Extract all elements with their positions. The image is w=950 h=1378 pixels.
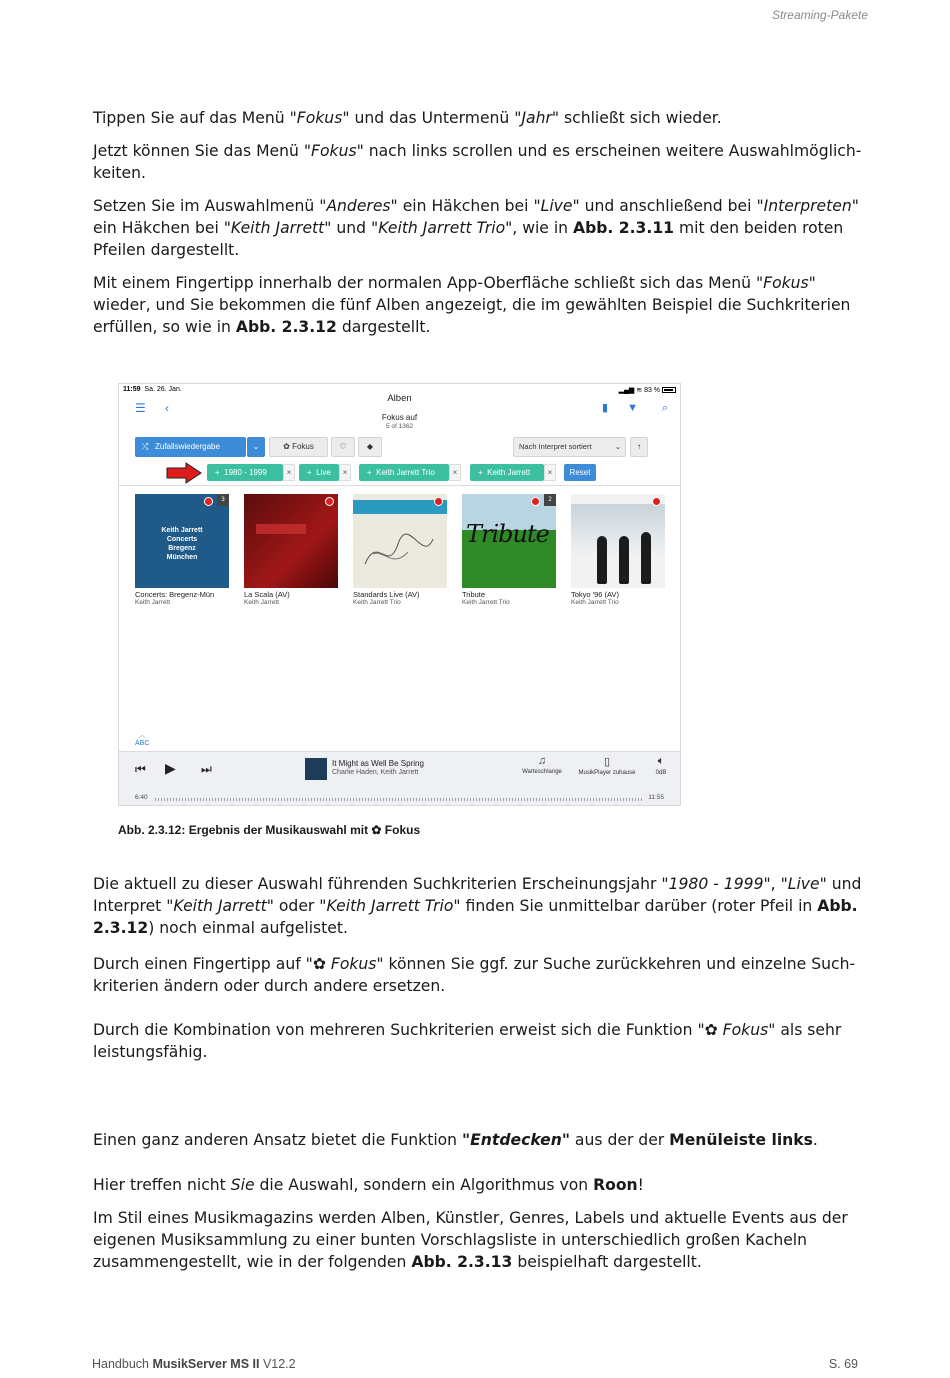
album-tile[interactable]: [244, 494, 338, 606]
now-playing-title: It Might as Well Be Spring: [332, 759, 424, 768]
sort-direction-button[interactable]: [630, 437, 648, 457]
paragraph-6: Durch einen Fingertipp auf "✿ Fokus" können Sie ggf. zur Suche zurückkehren und einzelne Such-kriterien ändern oder durch andere ersetzen.: [93, 955, 856, 995]
record-dot-icon: [652, 497, 661, 506]
cover-figure: [597, 536, 607, 584]
volume-button[interactable]: 🔈︎ 0dB: [655, 755, 667, 776]
paragraph-2: Jetzt können Sie das Menü "Fokus" nach links scrollen und es erscheinen weitere Auswahlmöglich-keiten.: [93, 142, 862, 182]
record-dot-icon: [434, 497, 443, 506]
sort-select[interactable]: Nach Interpret sortiert ⌄: [513, 437, 626, 457]
album-cover: [462, 494, 556, 588]
album-title: Tokyo '96 (AV): [571, 590, 619, 599]
waveform-seekbar[interactable]: [155, 798, 644, 801]
divider: [119, 485, 680, 486]
speaker-icon: ▯: [603, 756, 611, 768]
zone-button[interactable]: ▯ MusikPlayer zuhause: [578, 756, 636, 776]
close-icon: ×: [342, 468, 348, 477]
album-cover: [571, 494, 665, 588]
heart-icon: ♡: [339, 442, 347, 451]
paragraph-1: Tippen Sie auf das Menü "Fokus" und das Untermenü "Jahr" schließt sich wieder.: [93, 109, 722, 127]
play-icon[interactable]: ▶: [165, 760, 176, 776]
album-artist: Keith Jarrett: [135, 599, 171, 606]
paragraph-5: Die aktuell zu dieser Auswahl führenden Suchkriterien Erscheinungsjahr "1980 - 1999", "Live" und Interpret "Keith Jarrett" oder "Keith Jarrett Trio" finden Sie unmittelbar darüber (roter Pfeil in Abb. 2.3.12) noch einmal aufgelistet.: [93, 875, 862, 937]
record-dot-icon: [531, 497, 540, 506]
album-title: Concerts: Bregenz-Mün: [135, 590, 215, 599]
close-icon: ×: [547, 468, 553, 477]
cover-line-art: [353, 494, 447, 588]
previous-icon[interactable]: ⏮: [135, 762, 146, 776]
close-icon: ×: [452, 468, 458, 477]
tag-button[interactable]: [358, 437, 382, 457]
tag-icon: ◆: [366, 442, 374, 451]
chevron-down-icon: ⌄: [252, 442, 260, 451]
running-head: Streaming-Pakete: [771, 8, 868, 22]
now-playing-cover[interactable]: [305, 758, 327, 780]
page-number: S. 69: [828, 1357, 858, 1371]
album-title: Tribute: [462, 590, 486, 599]
queue-icon: ♫: [537, 755, 547, 767]
album-cover: [353, 494, 447, 588]
cover-figure: [641, 532, 651, 584]
chevron-down-icon: ⌄: [614, 442, 621, 451]
time-elapsed: 6:40: [135, 794, 148, 801]
album-tile[interactable]: [353, 494, 447, 606]
menu-icon[interactable]: ☰: [135, 401, 146, 415]
cover-graphic: [256, 524, 306, 534]
record-dot-icon: [325, 497, 334, 506]
chip-trio-remove[interactable]: [449, 464, 461, 481]
search-icon[interactable]: ⌕: [661, 402, 668, 414]
chip-jarrett-remove[interactable]: [544, 464, 556, 481]
focus-flower-icon: ✿: [283, 442, 290, 451]
chip-live-remove[interactable]: [339, 464, 351, 481]
player-bar: [119, 751, 680, 806]
chip-live[interactable]: + Live: [299, 464, 339, 481]
cover-text: Keith Jarrett Concerts Bregenz München: [161, 527, 203, 561]
arrow-up-icon: ↑: [637, 442, 641, 451]
album-artist: Keith Jarrett Trio: [571, 599, 619, 606]
status-time: 11:59 Sa. 26. Jan.: [123, 386, 182, 393]
album-artist: Keith Jarrett Trio: [353, 599, 401, 606]
album-tile[interactable]: [135, 494, 229, 606]
plus-icon: +: [215, 468, 220, 477]
album-tile[interactable]: [462, 494, 556, 606]
focus-button[interactable]: ✿ Fokus: [269, 437, 328, 457]
paragraph-8: Einen ganz anderen Ansatz bietet die Funktion "Entdecken" aus der der Menüleiste links.: [93, 1131, 818, 1149]
bookmark-icon[interactable]: ▮: [601, 402, 608, 414]
album-title: La Scala (AV): [244, 590, 290, 599]
shuffle-dropdown-button[interactable]: [247, 437, 265, 457]
album-cover: [244, 494, 338, 588]
app-screenshot: [118, 383, 681, 806]
shuffle-button[interactable]: ⤮ Zufallswiedergabe: [135, 437, 246, 457]
album-artist: Keith Jarrett Trio: [462, 599, 510, 606]
paragraph-9: Hier treffen nicht Sie die Auswahl, sondern ein Algorithmus von Roon!: [93, 1176, 644, 1194]
close-icon: ×: [286, 468, 292, 477]
queue-button[interactable]: ♫ Warteschlange: [522, 755, 562, 775]
album-count-badge: 2: [544, 494, 556, 506]
chip-year-remove[interactable]: [283, 464, 295, 481]
plus-icon: +: [478, 468, 483, 477]
chip-keith-jarrett-trio[interactable]: + Keith Jarrett Trio: [359, 464, 449, 481]
chip-keith-jarrett[interactable]: + Keith Jarrett: [470, 464, 544, 481]
album-cover: [135, 494, 229, 588]
time-total: 11:55: [648, 794, 664, 801]
next-icon[interactable]: ⏭: [201, 762, 212, 776]
back-icon[interactable]: ‹: [165, 401, 169, 415]
album-title: Standards Live (AV): [353, 590, 420, 599]
favorite-button[interactable]: [331, 437, 355, 457]
album-count-badge: 3: [217, 494, 229, 506]
filter-icon[interactable]: ▼: [627, 402, 638, 414]
now-playing-artist: Charlie Haden, Keith Jarrett: [332, 769, 419, 776]
paragraph-4: Mit einem Fingertipp innerhalb der normalen App-Oberfläche schließt sich das Menü "Fokus" wieder, und Sie bekommen die fünf Alben angezeigt, die im gewählten Beispiel die Suchkriterien erfüllen, so wie in Abb. 2.3.12 dargestellt.: [93, 274, 851, 336]
reset-button[interactable]: Reset: [564, 464, 596, 481]
album-tile[interactable]: [571, 494, 665, 606]
footer-title: Handbuch MusikServer MS II V12.2: [92, 1357, 296, 1371]
paragraph-3: Setzen Sie im Auswahlmenü "Anderes" ein Häkchen bei "Live" und anschließend bei "Interpreten" ein Häkchen bei "Keith Jarrett" und "Keith Jarrett Trio", wie in Abb. 2.3.11 mit den beiden roten Pfeilen dargestellt.: [93, 197, 859, 259]
volume-icon: 🔈︎: [657, 755, 665, 767]
focus-heading: Fokus auf: [381, 413, 418, 422]
album-artist: Keith Jarrett: [244, 599, 280, 606]
cover-figure: [619, 536, 629, 584]
plus-icon: +: [307, 468, 312, 477]
status-battery: ▂▄▆ ≋ 83 %: [619, 386, 676, 394]
cover-text: Tribute: [466, 520, 549, 548]
figure-caption: Abb. 2.3.12: Ergebnis der Musikauswahl mit ✿ Fokus: [118, 823, 421, 837]
focus-criteria: [119, 464, 680, 482]
page-title: Alben: [387, 393, 412, 404]
shuffle-icon: ⤮: [142, 442, 149, 451]
alphabet-jump[interactable]: ︿ ABC: [135, 732, 150, 747]
toolbar: [135, 437, 664, 459]
chip-year[interactable]: + 1980 - 1999: [207, 464, 283, 481]
chevron-up-icon: ︿: [138, 732, 146, 739]
record-dot-icon: [204, 497, 213, 506]
paragraph-7: Durch die Kombination von mehreren Suchkriterien erweist sich die Funktion "✿ Fokus" als sehr leistungsfähig.: [93, 1021, 842, 1061]
paragraph-10: Im Stil eines Musikmagazins werden Alben, Künstler, Genres, Labels und aktuelle Events aus der eigenen Musiksammlung zu einer bunten Vorschlagsliste in unterschiedlich großen Kacheln zusammengestellt, wie in der folgenden Abb. 2.3.13 beispielhaft dargestellt.: [93, 1209, 848, 1271]
focus-count: 5 of 1362: [385, 423, 414, 430]
plus-icon: +: [367, 468, 372, 477]
